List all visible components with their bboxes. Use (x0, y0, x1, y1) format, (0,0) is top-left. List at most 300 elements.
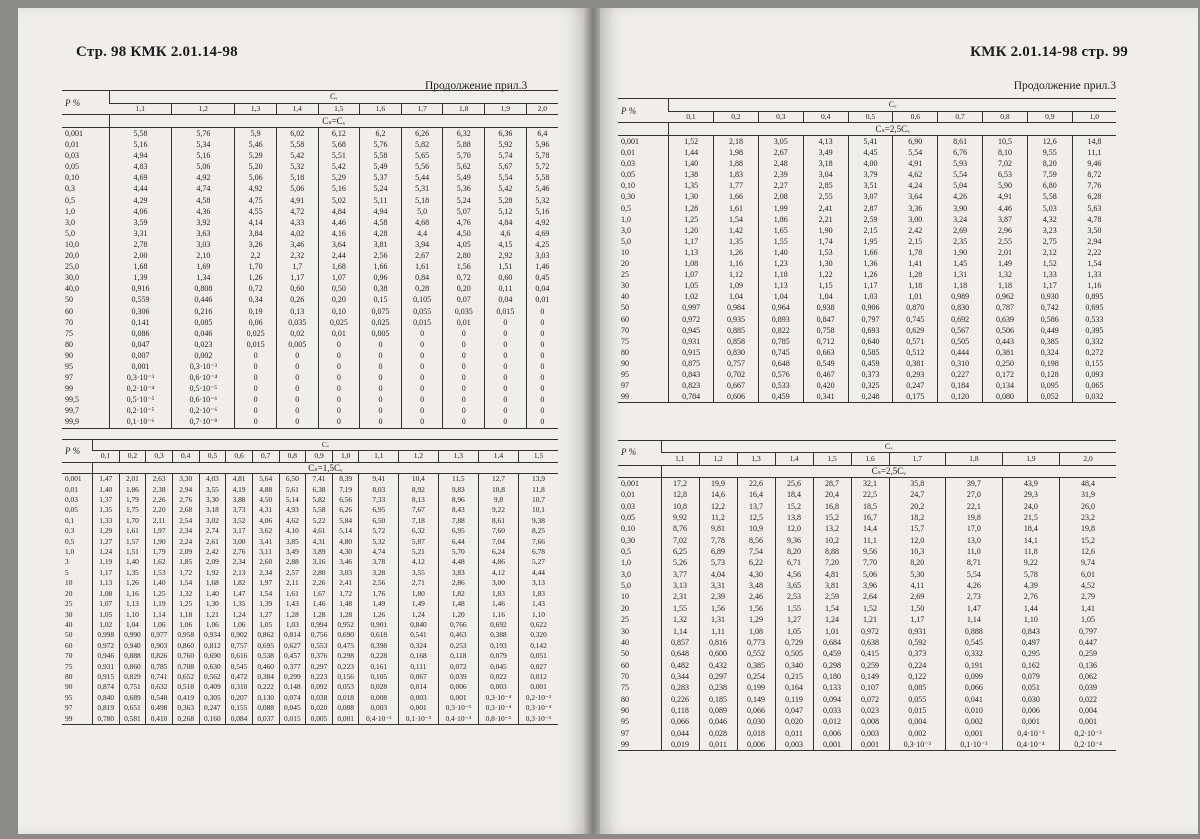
value-cell: 1,08 (737, 626, 775, 637)
value-cell: 10,7 (519, 495, 558, 505)
value-cell: 5,78 (526, 150, 558, 161)
value-cell: 1,56 (699, 603, 737, 614)
value-cell: 5,34 (172, 139, 235, 150)
value-cell: 0,011 (775, 728, 813, 739)
cs-condition-label: Cₛ=Cᵥ (109, 115, 558, 128)
probability-cell: 25 (621, 615, 629, 625)
probability-cell: 0,001 (65, 129, 83, 138)
probability-cell: 0,001 (621, 479, 639, 489)
cs-condition-blank (62, 115, 109, 128)
cv-column-header: 2,0 (526, 104, 558, 115)
value-cell: 0,381 (983, 347, 1028, 358)
value-cell: 0,310 (226, 682, 253, 692)
table-row (62, 416, 558, 428)
value-cell: 1,26 (714, 247, 759, 258)
value-cell: 1,19 (146, 599, 173, 609)
value-cell: 0,377 (279, 662, 306, 672)
value-cell: 0 (360, 372, 402, 383)
value-cell: 0 (360, 394, 402, 405)
value-cell: 0,047 (775, 705, 813, 716)
value-cell: 1,24 (226, 610, 253, 620)
value-cell: 0,840 (399, 620, 439, 630)
value-cell: 5,61 (279, 485, 306, 495)
value-cell: 2,42 (893, 225, 938, 236)
value-cell: 1,24 (813, 614, 851, 625)
value-cell: 2,55 (983, 236, 1028, 247)
value-cell: 0,084 (226, 714, 253, 725)
value-cell: 2,24 (172, 537, 199, 547)
value-cell: 0,003 (359, 703, 399, 713)
value-cell: 4,16 (318, 228, 360, 239)
value-cell: 0,497 (1002, 637, 1059, 648)
value-cell: 0,388 (478, 630, 518, 640)
cv-column-header: 0,6 (226, 451, 253, 462)
value-cell: 0,004 (889, 716, 946, 727)
value-cell: 0,051 (519, 651, 558, 661)
value-cell: 1,24 (399, 610, 439, 620)
value-cell: 0 (318, 416, 360, 428)
table-row (618, 546, 1116, 557)
value-cell: 8,13 (399, 495, 439, 505)
value-cell: 0,581 (119, 714, 146, 725)
value-cell: 0,111 (399, 662, 439, 672)
value-cell: 0,5·10⁻⁵ (172, 383, 235, 394)
value-cell: 1,46 (526, 261, 558, 272)
cv-column-header: 1,3 (438, 451, 478, 462)
value-cell: 0,011 (699, 739, 737, 751)
cv-column-header: 1,7 (401, 104, 443, 115)
value-cell: 0 (276, 416, 318, 428)
value-cell: 3,90 (938, 203, 983, 214)
value-cell: 2,42 (199, 547, 226, 557)
value-cell: 7,78 (699, 535, 737, 546)
probability-cell: 25 (621, 270, 629, 280)
table-row (62, 485, 558, 495)
probability-cell: 70 (65, 317, 73, 327)
value-cell: 18,4 (1002, 523, 1059, 534)
value-cell: 2,41 (332, 578, 359, 588)
value-cell: 0 (485, 328, 527, 339)
value-cell: 5,12 (485, 206, 527, 217)
value-cell: 0,663 (803, 347, 848, 358)
value-cell: 1,28 (669, 203, 714, 214)
value-cell: 0,025 (360, 317, 402, 328)
value-cell: 0,01 (318, 328, 360, 339)
value-cell: 14,6 (699, 489, 737, 500)
value-cell: 0,812 (199, 641, 226, 651)
value-cell: 0,325 (848, 380, 893, 391)
value-cell: 5,93 (938, 158, 983, 169)
table-row (618, 325, 1116, 336)
value-cell: 4,78 (1072, 214, 1116, 225)
value-cell: 2,31 (661, 591, 699, 602)
value-cell: 1,13 (669, 247, 714, 258)
value-cell: 5,16 (318, 183, 360, 194)
value-cell: 0 (443, 328, 485, 339)
value-cell: 0,015 (279, 714, 306, 725)
cs-condition-label: Cₛ=2,5Cᵥ (669, 123, 1116, 136)
value-cell: 35,8 (889, 478, 946, 490)
value-cell: 1,46 (478, 599, 518, 609)
probability-cell: 30 (621, 281, 629, 291)
value-cell: 5,63 (1072, 203, 1116, 214)
value-cell: 5,78 (1002, 569, 1059, 580)
value-cell: 0,363 (172, 703, 199, 713)
value-cell: 0,773 (737, 637, 775, 648)
value-cell: 0,079 (1002, 671, 1059, 682)
value-cell: 5,26 (661, 557, 699, 568)
table-row (62, 547, 558, 557)
value-cell: 1,79 (119, 495, 146, 505)
value-cell: 1,20 (669, 225, 714, 236)
cv-column-header: 1,4 (276, 104, 318, 115)
value-cell: 1,27 (775, 614, 813, 625)
value-cell: 0,977 (146, 630, 173, 640)
value-cell: 4,44 (109, 183, 172, 194)
value-cell: 0 (526, 328, 558, 339)
value-cell: 10,4 (399, 474, 439, 485)
value-cell: 5,22 (306, 516, 333, 526)
value-cell: 2,76 (226, 547, 253, 557)
value-cell: 3,18 (199, 505, 226, 515)
value-cell: 0 (360, 405, 402, 416)
value-cell: 0 (485, 394, 527, 405)
value-cell: 4,69 (526, 228, 558, 239)
value-cell: 6,24 (478, 547, 518, 557)
value-cell: 17,0 (946, 523, 1003, 534)
value-cell: 0,035 (276, 317, 318, 328)
value-cell: 9,92 (661, 512, 699, 523)
table-row (618, 236, 1116, 247)
table-row (618, 147, 1116, 158)
value-cell: 4,94 (360, 206, 402, 217)
probability-cell: 5,0 (621, 581, 631, 591)
value-cell: 2,53 (775, 591, 813, 602)
value-cell: 7,20 (813, 557, 851, 568)
value-cell: 0,253 (438, 641, 478, 651)
probability-cell: 40 (65, 619, 73, 629)
value-cell: 2,12 (1027, 247, 1072, 258)
value-cell: 1,02 (92, 620, 119, 630)
value-cell: 0,223 (332, 662, 359, 672)
value-cell: 0 (401, 328, 443, 339)
table-row (618, 347, 1116, 358)
value-cell: 5,72 (526, 161, 558, 172)
value-cell: 1,05 (775, 626, 813, 637)
cv-header: Cᵥ (92, 440, 558, 451)
value-cell: 0 (443, 383, 485, 394)
value-cell: 0,562 (199, 672, 226, 682)
value-cell: 4,46 (318, 217, 360, 228)
cv-column-header: 1,9 (485, 104, 527, 115)
table-row (62, 620, 558, 630)
cv-column-header: 1,1 (661, 453, 699, 465)
value-cell: 1,53 (803, 247, 848, 258)
value-cell: 0,639 (983, 314, 1028, 325)
table-row (62, 651, 558, 661)
value-cell: 3,49 (803, 147, 848, 158)
table-row (62, 361, 558, 372)
value-cell: 1,68 (109, 261, 172, 272)
value-cell: 0,2·10⁻³ (1060, 728, 1116, 739)
cs-condition-row (62, 462, 558, 473)
value-cell: 0,002 (889, 728, 946, 739)
value-cell: 4,6 (485, 228, 527, 239)
value-cell: 0,107 (851, 682, 889, 693)
value-cell: 0,207 (226, 693, 253, 703)
value-cell: 0 (526, 361, 558, 372)
value-cell: 3,84 (235, 228, 277, 239)
value-cell: 4,83 (109, 161, 172, 172)
value-cell: 0,505 (775, 648, 813, 659)
value-cell: 4,03 (199, 474, 226, 485)
value-cell: 4,05 (443, 239, 485, 250)
value-cell: 0,130 (252, 693, 279, 703)
table-row (62, 526, 558, 536)
table-row (62, 183, 558, 194)
value-cell: 0,155 (226, 703, 253, 713)
value-cell: 2,15 (848, 225, 893, 236)
value-cell: 0,384 (252, 672, 279, 682)
value-cell: 11,2 (699, 512, 737, 523)
value-cell: 0,460 (252, 662, 279, 672)
value-cell: 0,198 (1027, 358, 1072, 369)
table-row (618, 214, 1116, 225)
left-table-cs-1-5cv (62, 439, 558, 725)
value-cell: 0 (276, 394, 318, 405)
value-cell: 8,25 (519, 526, 558, 536)
value-cell: 1,14 (946, 614, 1003, 625)
value-cell: 5,16 (526, 206, 558, 217)
value-cell: 5,58 (306, 505, 333, 515)
value-cell: 0,012 (813, 716, 851, 727)
value-cell: 1,48 (332, 599, 359, 609)
value-cell: 6,26 (332, 505, 359, 515)
probability-cell: 0,5 (621, 547, 631, 557)
value-cell: 15,7 (889, 523, 946, 534)
value-cell: 0,862 (252, 630, 279, 640)
value-cell: 6,12 (318, 128, 360, 140)
left-page (18, 8, 586, 834)
probability-cell: 0,30 (621, 535, 635, 545)
value-cell: 22,1 (946, 501, 1003, 512)
probability-cell: 90 (65, 682, 73, 692)
cv-column-header: 0,6 (893, 112, 938, 123)
value-cell: 0,105 (401, 294, 443, 305)
value-cell: 1,70 (119, 516, 146, 526)
value-cell: 0,742 (1027, 302, 1072, 313)
value-cell: 0,172 (983, 369, 1028, 380)
value-cell: 0,085 (889, 682, 946, 693)
value-cell: 4,29 (109, 195, 172, 206)
value-cell: 8,96 (438, 495, 478, 505)
value-cell: 4,84 (318, 206, 360, 217)
value-cell: 2,48 (758, 158, 803, 169)
value-cell: 0,26 (276, 294, 318, 305)
value-cell: 0,398 (359, 641, 399, 651)
value-cell: 0,745 (758, 347, 803, 358)
value-cell: 5,30 (889, 569, 946, 580)
value-cell: 0,858 (714, 336, 759, 347)
table-row (618, 358, 1116, 369)
value-cell: 0,627 (279, 641, 306, 651)
value-cell: 0,916 (109, 283, 172, 294)
value-cell: 7,54 (737, 546, 775, 557)
value-cell: 0,648 (661, 648, 699, 659)
value-cell: 0,028 (699, 728, 737, 739)
value-cell: 0,3·10⁻³ (889, 739, 946, 751)
value-cell: 5,82 (306, 495, 333, 505)
left-continuation-note: Продолжение прил.3 (425, 80, 528, 92)
value-cell: 1,38 (669, 169, 714, 180)
value-cell: 0,051 (1002, 682, 1059, 693)
value-cell: 0,003 (399, 693, 439, 703)
value-cell: 12,6 (1060, 546, 1116, 557)
value-cell: 4,88 (252, 485, 279, 495)
probability-cell: 80 (65, 671, 73, 681)
value-cell: 0,592 (889, 637, 946, 648)
value-cell: 1,54 (1072, 258, 1116, 269)
value-cell: 7,04 (478, 537, 518, 547)
value-cell: 5,9 (235, 128, 277, 140)
value-cell: 0,952 (332, 620, 359, 630)
value-cell: 1,18 (938, 280, 983, 291)
value-cell: 0,168 (399, 651, 439, 661)
value-cell: 9,41 (359, 474, 399, 485)
probability-cell: 99,9 (62, 416, 109, 428)
cs-condition-blank (618, 465, 661, 477)
value-cell: 6,38 (306, 485, 333, 495)
value-cell: 4,72 (276, 206, 318, 217)
value-cell: 0,046 (699, 716, 737, 727)
value-cell: 4,14 (235, 217, 277, 228)
value-cell: 0,96 (360, 272, 402, 283)
value-cell: 6,50 (359, 516, 399, 526)
value-cell: 0,410 (146, 714, 173, 725)
value-cell: 28,7 (813, 478, 851, 490)
probability-cell: 95 (65, 692, 73, 702)
p-percent-header: P % (618, 99, 669, 123)
table-row (62, 206, 558, 217)
value-cell: 4,81 (813, 569, 851, 580)
value-cell: 0,005 (360, 328, 402, 339)
value-cell: 1,90 (803, 225, 848, 236)
value-cell: 5,65 (401, 150, 443, 161)
value-cell: 5,92 (485, 139, 527, 150)
value-cell: 9,46 (1072, 158, 1116, 169)
probability-cell: 10 (621, 247, 629, 257)
cv-header: Cᵥ (661, 441, 1116, 453)
value-cell: 0,459 (848, 358, 893, 369)
value-cell: 4,55 (235, 206, 277, 217)
value-cell: 9,81 (699, 523, 737, 534)
value-cell: 5,32 (526, 195, 558, 206)
probability-cell: 50 (621, 303, 629, 313)
value-cell: 0,567 (938, 325, 983, 336)
value-cell: 0,118 (438, 651, 478, 661)
value-cell: 5,29 (235, 150, 277, 161)
value-cell: 5,46 (526, 183, 558, 194)
value-cell: 2,71 (399, 578, 439, 588)
value-cell: 0,3·10⁻³ (438, 703, 478, 713)
value-cell: 1,90 (938, 247, 983, 258)
value-cell: 0 (443, 339, 485, 350)
value-cell: 5,14 (279, 495, 306, 505)
value-cell: 0,038 (306, 693, 333, 703)
value-cell: 6,2 (360, 128, 402, 140)
table-row (62, 306, 558, 317)
value-cell: 2,57 (279, 568, 306, 578)
value-cell: 0,819 (92, 703, 119, 713)
value-cell: 0,293 (893, 369, 938, 380)
value-cell: 0,870 (893, 302, 938, 313)
value-cell: 8,76 (661, 523, 699, 534)
value-cell: 3,79 (848, 169, 893, 180)
value-cell: 0,344 (661, 671, 699, 682)
probability-cell: 0,30 (621, 192, 635, 202)
cv-column-header: 1,6 (851, 453, 889, 465)
value-cell: 5,58 (526, 172, 558, 183)
value-cell: 0 (526, 350, 558, 361)
value-cell: 4,4 (401, 228, 443, 239)
value-cell: 2,56 (359, 578, 399, 588)
value-cell: 0,906 (848, 302, 893, 313)
value-cell: 5,18 (276, 172, 318, 183)
value-cell: 4,91 (276, 195, 318, 206)
table-row (62, 630, 558, 640)
value-cell: 0,002 (946, 716, 1003, 727)
value-cell: 0,041 (946, 694, 1003, 705)
value-cell: 0,2·10⁻⁴ (1060, 739, 1116, 751)
value-cell: 1,30 (803, 258, 848, 269)
value-cell: 1,82 (226, 578, 253, 588)
value-cell: 4,26 (946, 580, 1003, 591)
value-cell: 0,847 (803, 314, 848, 325)
value-cell: 0,667 (714, 380, 759, 391)
value-cell: 1,68 (318, 261, 360, 272)
value-cell: 0,826 (146, 651, 173, 661)
value-cell: 5,20 (235, 161, 277, 172)
value-cell: 0,005 (306, 714, 333, 725)
value-cell: 4,15 (485, 239, 527, 250)
value-cell: 1,31 (699, 614, 737, 625)
value-cell: 3,88 (226, 495, 253, 505)
value-cell: 1,14 (661, 626, 699, 637)
value-cell: 0,030 (737, 716, 775, 727)
value-cell: 2,44 (318, 250, 360, 261)
value-cell: 1,92 (199, 568, 226, 578)
value-cell: 0,373 (848, 369, 893, 380)
cv-column-header: 1,8 (443, 104, 485, 115)
value-cell: 2,96 (983, 225, 1028, 236)
value-cell: 2,73 (946, 591, 1003, 602)
value-cell: 48,4 (1060, 478, 1116, 490)
value-cell: 0,001 (519, 682, 558, 692)
value-cell: 6,76 (938, 147, 983, 158)
value-cell: 5,27 (519, 557, 558, 567)
value-cell: 0,931 (92, 662, 119, 672)
value-cell: 4,75 (235, 195, 277, 206)
value-cell: 0,134 (983, 380, 1028, 391)
value-cell: 3,31 (699, 580, 737, 591)
value-cell: 2,00 (109, 250, 172, 261)
value-cell: 4,52 (1060, 580, 1116, 591)
probability-cell: 60 (65, 306, 73, 316)
value-cell: 2,27 (758, 180, 803, 191)
value-cell: 4,45 (848, 147, 893, 158)
value-cell: 6,22 (737, 557, 775, 568)
value-cell: 0,376 (306, 651, 333, 661)
